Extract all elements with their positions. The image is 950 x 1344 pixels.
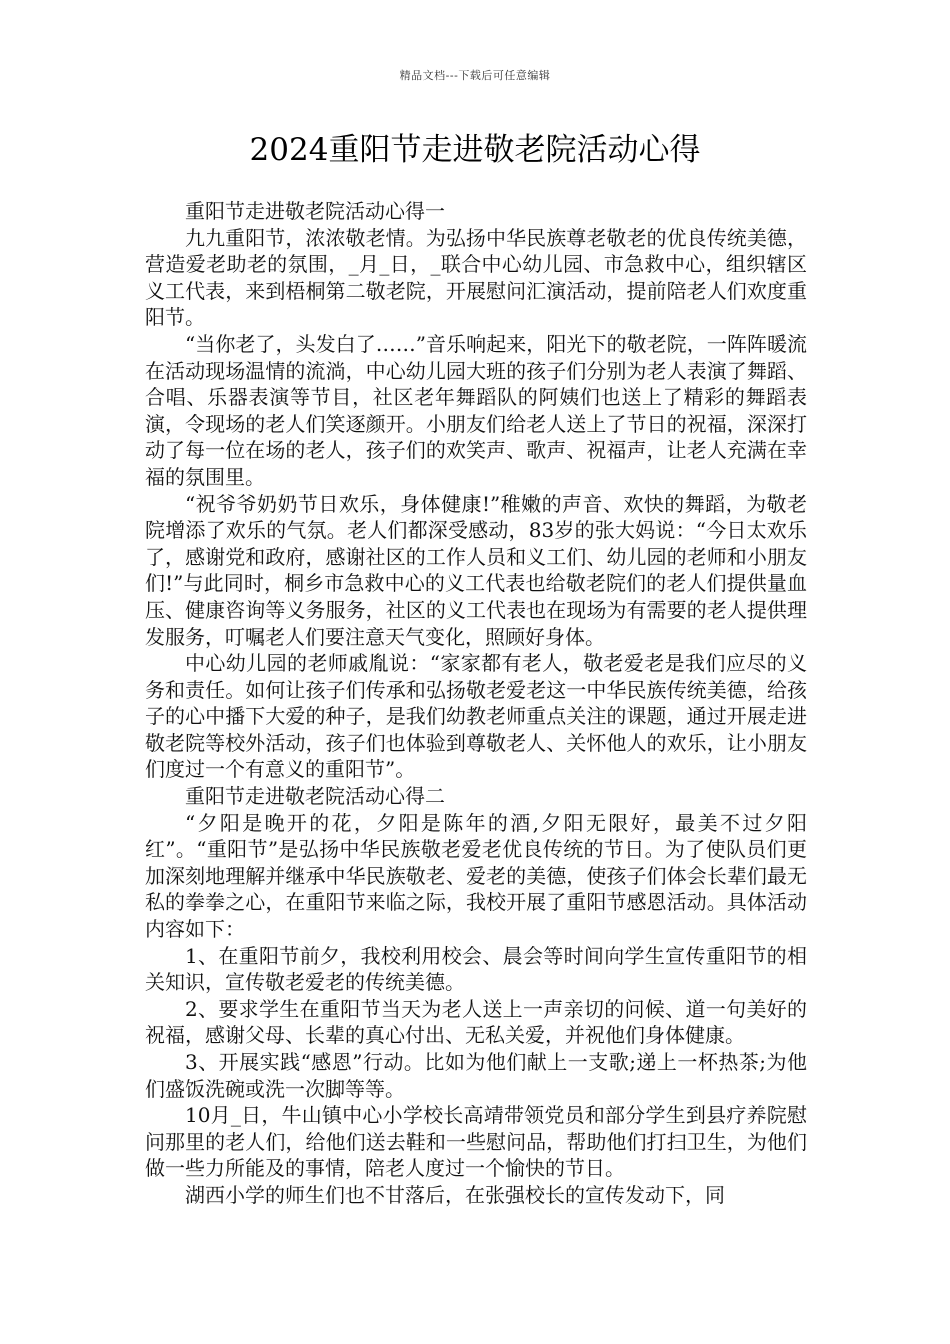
header-note: 精品文档---下载后可任意编辑	[399, 69, 551, 82]
paragraph: 10月_日，牛山镇中心小学校长高靖带领党员和部分学生到县疗养院慰问那里的老人们，给他们送去鞋和一些慰问品，帮助他们打扫卫生，为他们做一些力所能及的事情，陪老人度过一个愉快的节日。	[145, 1103, 807, 1181]
document-body	[145, 198, 807, 1209]
paragraph: “祝爷爷奶奶节日欢乐，身体健康!”稚嫩的声音、欢快的舞蹈，为敬老院增添了欢乐的气氛。老人们都深受感动，83岁的张大妈说：“今日太欢乐了，感谢党和政府，感谢社区的工作人员和义工们、幼儿园的老师和小朋友们!”与此同时，桐乡市急救中心的义工代表也给敬老院们的老人们提供量血压、健康咨询等义务服务，社区的义工代表也在现场为有需要的老人提供理发服务，叮嘱老人们要注意天气变化，照顾好身体。	[145, 491, 807, 649]
paragraph: “夕阳是晚开的花，夕阳是陈年的酒,夕阳无限好，最美不过夕阳红”。“重阳节”是弘扬中华民族敬老爱老优良传统的节日。为了使队员们更加深刻地理解并继承中华民族敬老、爱老的美德，使孩子们体会长辈们最无私的拳拳之心，在重阳节来临之际，我校开展了重阳节感恩活动。具体活动内容如下：	[145, 810, 807, 942]
page-title: 2024重阳节走进敬老院活动心得	[249, 132, 701, 168]
subheading-part-one: 重阳节走进敬老院活动心得一	[185, 199, 445, 223]
paragraph: “当你老了，头发白了……”音乐响起来，阳光下的敬老院，一阵阵暖流在活动现场温情的流淌，中心幼儿园大班的孩子们分别为老人表演了舞蹈、合唱、乐器表演等节目，社区老年舞蹈队的阿姨们也送上了精彩的舞蹈表演，令现场的老人们笑逐颜开。小朋友们给老人送上了节日的祝福，深深打动了每一位在场的老人，孩子们的欢笑声、歌声、祝福声，让老人充满在幸福的氛围里。	[145, 331, 807, 489]
subheading-part-two: 重阳节走进敬老院活动心得二	[185, 784, 445, 809]
list-item: 3、开展实践“感恩”行动。比如为他们献上一支歌;递上一杯热茶;为他们盛饭洗碗或洗一次脚等等。	[145, 1050, 807, 1101]
paragraph: 九九重阳节，浓浓敬老情。为弘扬中华民族尊老敬老的优良传统美德，营造爱老助老的氛围，_月_日，_联合中心幼儿园、市急救中心，组织辖区义工代表，来到梧桐第二敬老院，开展慰问汇演活动，提前陪老人们欢度重阳节。	[145, 225, 807, 330]
list-item: 1、在重阳节前夕，我校利用校会、晨会等时间向学生宣传重阳节的相关知识，宣传敬老爱老的传统美德。	[145, 943, 807, 995]
paragraph: 湖西小学的师生们也不甘落后，在张强校长的宣传发动下，同	[185, 1182, 725, 1207]
list-item: 2、要求学生在重阳节当天为老人送上一声亲切的问候、道一句美好的祝福，感谢父母、长辈的真心付出、无私关爱，并祝他们身体健康。	[145, 996, 807, 1048]
paragraph: 中心幼儿园的老师戚胤说：“家家都有老人，敬老爱老是我们应尽的义务和责任。如何让孩子们传承和弘扬敬老爱老这一中华民族传统美德，给孩子的心中播下大爱的种子，是我们幼教老师重点关注的课题，通过开展走进敬老院等校外活动，孩子们也体验到尊敬老人、关怀他人的欢乐，让小朋友们度过一个有意义的重阳节”。	[145, 651, 807, 782]
